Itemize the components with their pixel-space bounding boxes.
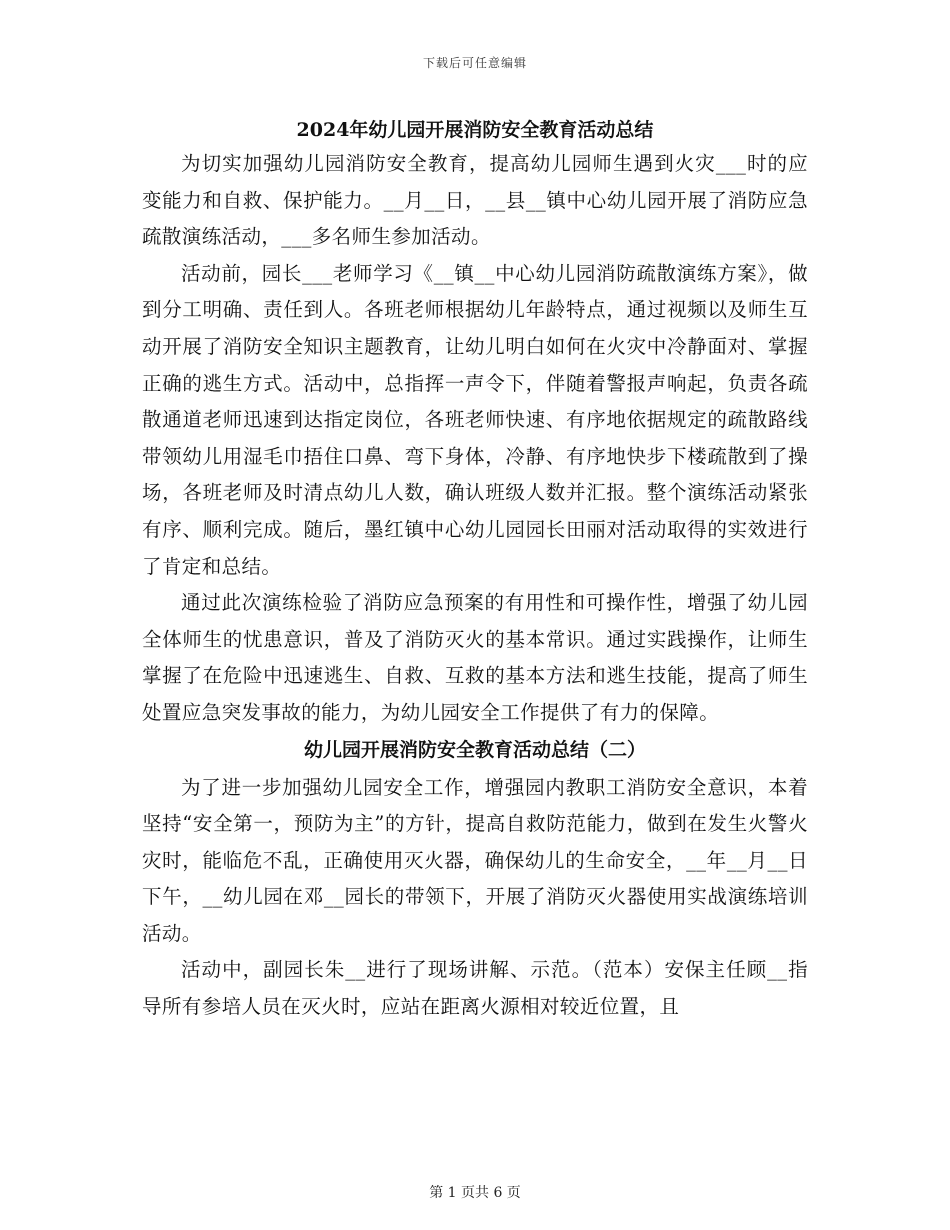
paragraph-section2-intro: 为了进一步加强幼儿园安全工作，增强园内教职工消防安全意识，本着坚持“安全第一，预防为主”的方针，提高自救防范能力，做到在发生火警火灾时，能临危不乱，正确使用灭火器，确保幼儿的生命安全，__年__月__日下午，__幼儿园在邓__园长的带领下，开展了消防灭火器使用实战演练培训活动。 <box>142 775 808 945</box>
document-body <box>142 110 808 1026</box>
paragraph-summary: 通过此次演练检验了消防应急预案的有用性和可操作性，增强了幼儿园全体师生的忧患意识，普及了消防灭火的基本常识。通过实践操作，让师生掌握了在危险中迅速逃生、自救、互救的基本方法和逃生技能，提高了师生处置应急突发事故的能力，为幼儿园安全工作提供了有力的保障。 <box>142 591 808 724</box>
page-header-note: 下载后可任意编辑 <box>422 56 527 70</box>
section-subtitle: 幼儿园开展消防安全教育活动总结（二） <box>303 738 646 761</box>
document-title: 2024年幼儿园开展消防安全教育活动总结 <box>296 119 654 141</box>
paragraph-intro: 为切实加强幼儿园消防安全教育，提高幼儿园师生遇到火灾___时的应变能力和自救、保护能力。__月__日，__县__镇中心幼儿园开展了消防应急疏散演练活动，___多名师生参加活动。 <box>142 152 808 249</box>
paragraph-section2-activity: 活动中，副园长朱__进行了现场讲解、示范。（范本）安保主任顾__指导所有参培人员在灭火时，应站在距离火源相对较近位置，且 <box>142 958 808 1019</box>
paragraph-activity: 活动前，园长___老师学习《__镇__中心幼儿园消防疏散演练方案》，做到分工明确、责任到人。各班老师根据幼儿年龄特点，通过视频以及师生互动开展了消防安全知识主题教育，让幼儿明白如何在火灾中冷静面对、掌握正确的逃生方式。活动中，总指挥一声令下，伴随着警报声响起，负责各疏散通道老师迅速到达指定岗位，各班老师快速、有序地依据规定的疏散路线带领幼儿用湿毛巾捂住口鼻、弯下身体，冷静、有序地快步下楼疏散到了操场，各班老师及时清点幼儿人数，确认班级人数并汇报。整个演练活动紧张有序、顺利完成。随后，墨红镇中心幼儿园园长田丽对活动取得的实效进行了肯定和总结。 <box>142 261 808 578</box>
page-number: 第 1 页共 6 页 <box>429 1185 521 1201</box>
